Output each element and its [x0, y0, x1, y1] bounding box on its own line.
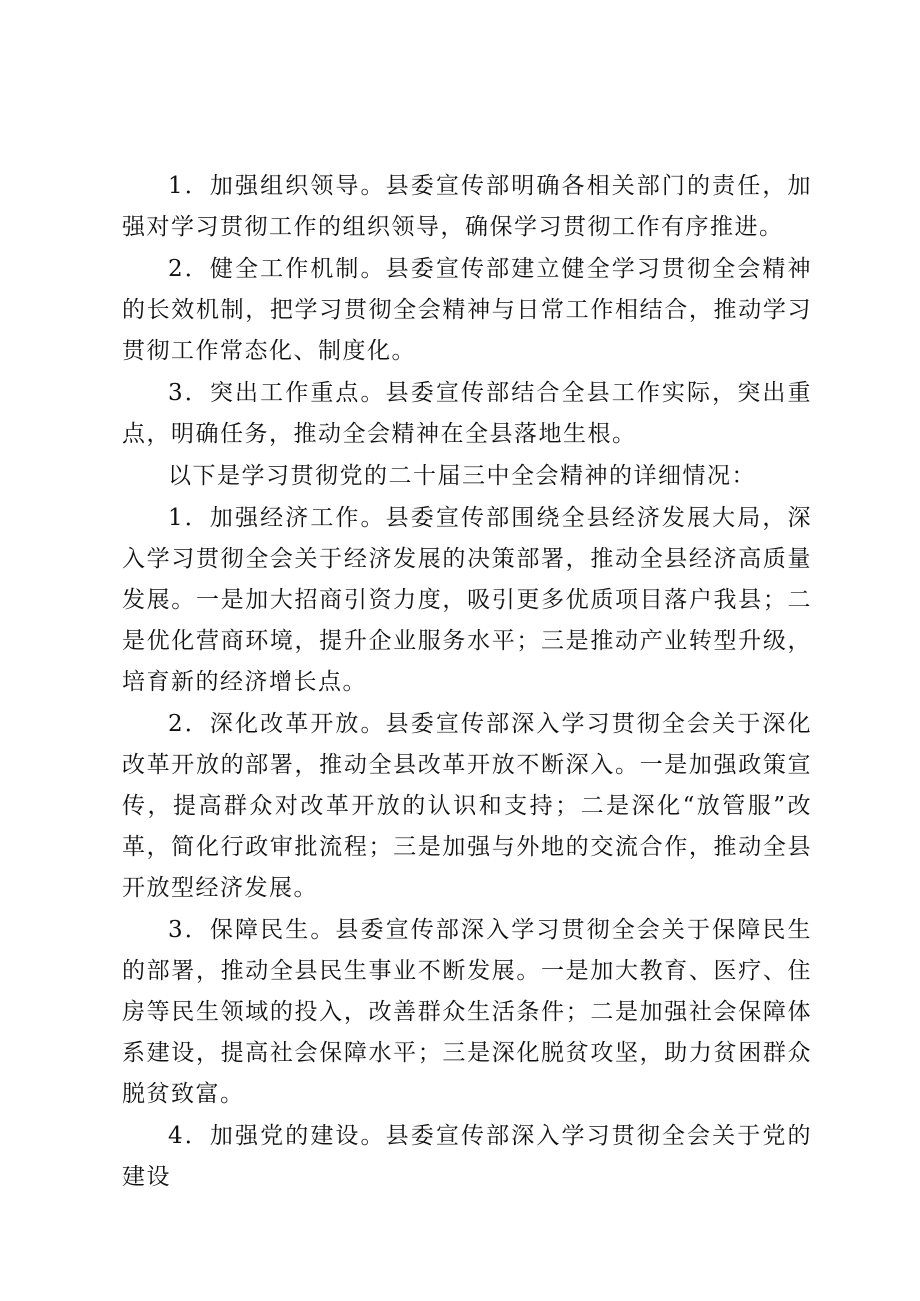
paragraph-livelihood: 3．保障民生。县委宣传部深入学习贯彻全会关于保障民生的部署，推动全县民生事业不断发展。一是加大教育、医疗、住房等民生领域的投入，改善群众生活条件；二是加强社会保障体系建设，提高社会保障水平；三是深化脱贫攻坚，助力贫困群众脱贫致富。: [122, 917, 812, 1107]
paragraph-details-intro: 以下是学习贯彻党的二十届三中全会精神的详细情况：: [168, 463, 756, 489]
paragraph-reform-opening: 2．深化改革开放。县委宣传部深入学习贯彻全会关于深化改革开放的部署，推动全县改革开放不断深入。一是加强政策宣传，提高群众对改革开放的认识和支持；二是深化“放管服”改革，简化行政审批流程；三是加强与外地的交流合作，推动全县开放型经济发展。: [122, 711, 812, 901]
document-body: [122, 166, 812, 1199]
paragraph-work-mechanism: 2．健全工作机制。县委宣传部建立健全学习贯彻全会精神的长效机制，把学习贯彻全会精神与日常工作相结合，推动学习贯彻工作常态化、制度化。: [122, 256, 812, 364]
paragraph-work-priorities: 3．突出工作重点。县委宣传部结合全县工作实际，突出重点，明确任务，推动全会精神在全县落地生根。: [122, 380, 812, 447]
paragraph-economic-work: 1．加强经济工作。县委宣传部围绕全县经济发展大局，深入学习贯彻全会关于经济发展的决策部署，推动全县经济高质量发展。一是加大招商引资力度，吸引更多优质项目落户我县；二是优化营商环境，提升企业服务水平；三是推动产业转型升级，培育新的经济增长点。: [122, 505, 812, 695]
paragraph-organization-leadership: 1．加强组织领导。县委宣传部明确各相关部门的责任，加强对学习贯彻工作的组织领导，确保学习贯彻工作有序推进。: [122, 173, 812, 240]
paragraph-party-building: 4．加强党的建设。县委宣传部深入学习贯彻全会关于党的建设: [122, 1123, 812, 1190]
